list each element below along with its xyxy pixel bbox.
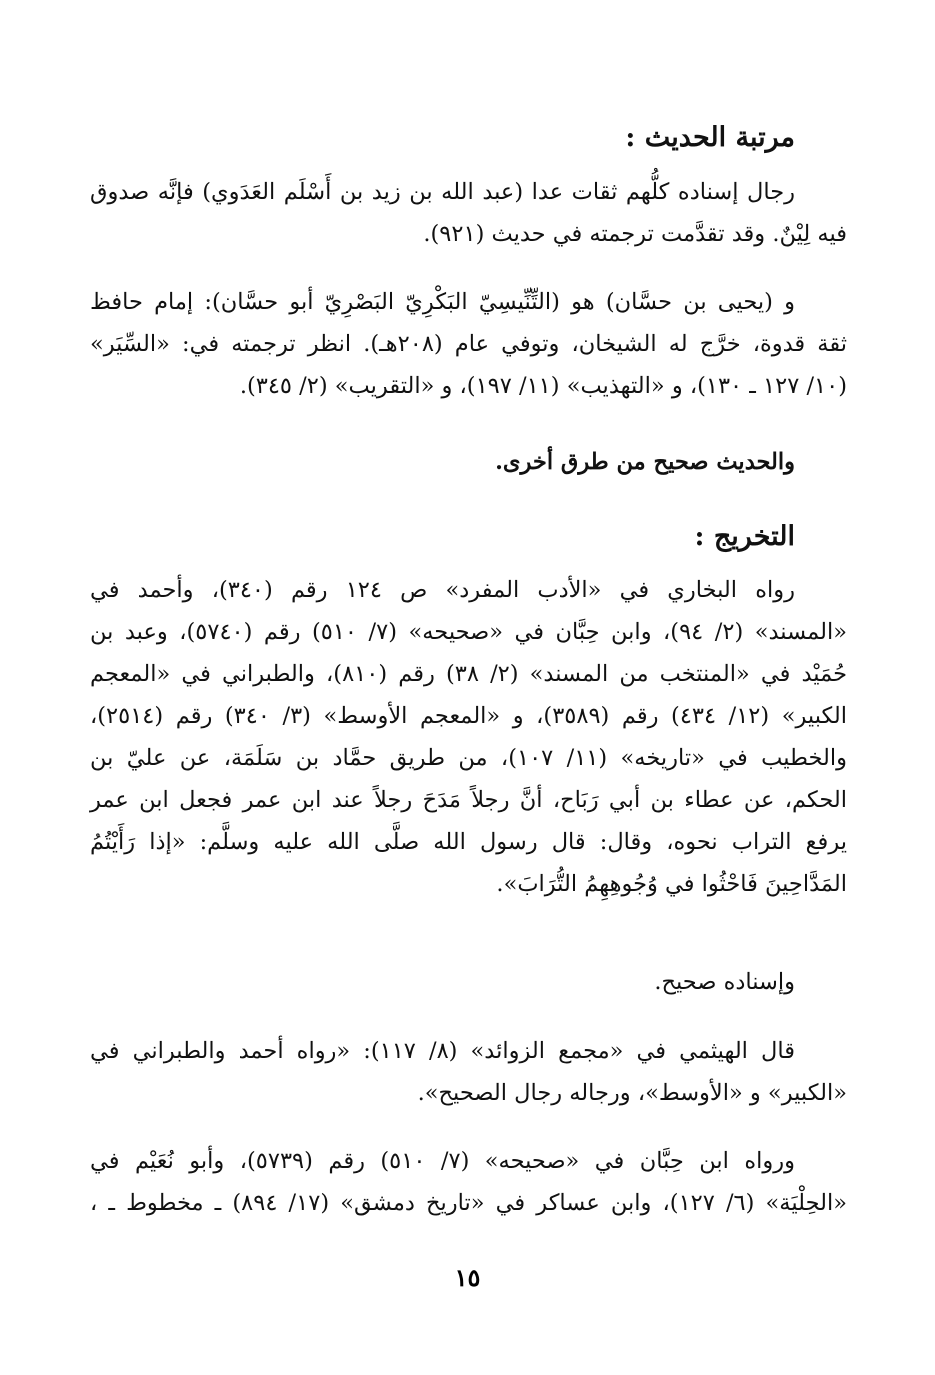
text-line: رجال إسناده كلُّهم ثقات عدا (عبد الله بن زيد بن أَسْلَم العَدَوي) فإنَّه صدوق — [90, 179, 795, 205]
text-line: (١٠/ ١٢٧ ـ ١٣٠)، و «التهذيب» (١١/ ١٩٧)، و «التقريب» (٢/ ٣٤٥). — [239, 373, 847, 399]
text-line: الكبير» (١٢/ ٤٣٤) رقم (٣٥٨٩)، و «المعجم الأوسط» (٣/ ٣٤٠) رقم (٢٥١٤)، — [90, 703, 848, 729]
text-line: و (يحيى بن حسَّان) هو (التِّنِّيسِيّ البَكْرِيّ البَصْرِيّ أبو حسَّان): إمام حافظ — [90, 289, 795, 315]
text-line: المَدَّاحِينَ فَاحْثُوا في وُجُوهِهِمُ التُّرَابَ». — [496, 871, 847, 897]
text-line: رواه البخاري في «الأدب المفرد» ص ١٢٤ رقم (٣٤٠)، وأحمد في — [90, 577, 795, 603]
text-line: ورواه ابن حِبَّان في «صحيحه» (٧/ ٥١٠) رقم (٥٧٣٩)، وأبو نُعَيْم في — [90, 1148, 795, 1174]
text-line: وإسناده صحيح. — [654, 969, 795, 995]
text-line: والحديث صحيح من طرق أخرى. — [495, 449, 795, 475]
text-line: الحكم، عن عطاء بن أبي رَبَاح، أنَّ رجلاً مَدَحَ رجلاً عند ابن عمر فجعل ابن عمر — [90, 787, 847, 813]
text-line: حُمَيْد في «المنتخب من المسند» (٢/ ٣٨) رقم (٨١٠)، والطبراني في «المعجم — [90, 661, 848, 687]
text-line: قال الهيثمي في «مجمع الزوائد» (٨/ ١١٧): «رواه أحمد والطبراني في — [90, 1038, 795, 1064]
paragraph-narrators — [90, 171, 847, 255]
paragraph-isnad-sahih — [90, 961, 847, 1003]
text-line: «الحِلْيَة» (٦/ ١٢٧)، وابن عساكر في «تاريخ دمشق» (١٧/ ٨٩٤) ـ مخطوط ـ ، — [90, 1190, 847, 1216]
paragraph-ibn-hibban — [90, 1140, 847, 1224]
text-line: والخطيب في «تاريخه» (١١/ ١٠٧)، من طريق حمَّاد بن سَلَمَة، عن عليّ بن — [90, 745, 848, 771]
text-line: فيه لِيْنٌ. وقد تقدَّمت ترجمته في حديث (٩٢١). — [423, 221, 847, 247]
page-number: ١٥ — [454, 1266, 481, 1292]
document-page — [90, 0, 847, 1375]
paragraph-takhrij-sources — [90, 569, 847, 905]
text-line: يرفع التراب نحوه، وقال: قال رسول الله صلَّى الله عليه وسلَّم: «إذا رَأَيْتُمُ — [90, 829, 847, 855]
text-line: «المسند» (٢/ ٩٤)، وابن حِبَّان في «صحيحه» (٧/ ٥١٠) رقم (٥٧٤٠)، وعبد بن — [90, 619, 848, 645]
heading-takhrij: التخريج : — [694, 521, 795, 552]
paragraph-haythami — [90, 1030, 847, 1114]
paragraph-yahya-ibn-hassan — [90, 281, 847, 407]
text-line: ثقة قدوة، خرَّج له الشيخان، وتوفي عام (٢٠٨هـ). انظر ترجمته في: «السِّيَر» — [90, 331, 847, 357]
paragraph-hadith-authentic — [90, 441, 847, 483]
text-line: «الكبير» و «الأوسط»، ورجاله رجال الصحيح». — [417, 1080, 847, 1106]
heading-hadith-grade: مرتبة الحديث : — [625, 122, 795, 153]
